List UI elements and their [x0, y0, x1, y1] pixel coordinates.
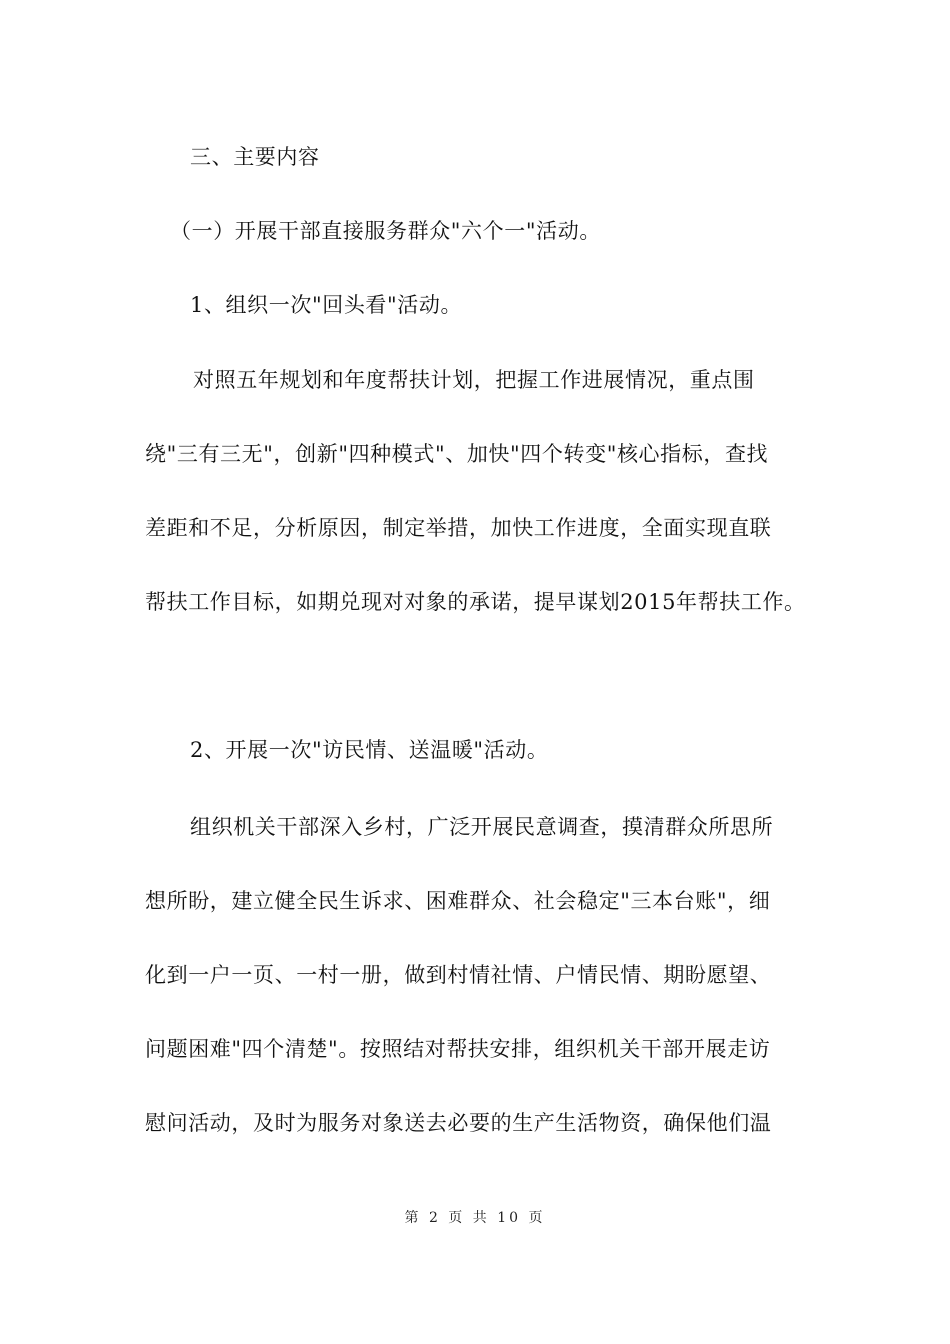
item1-paragraph-line-3: 差距和不足，分析原因，制定举措，加快工作进度，全面实现直联 — [145, 516, 772, 540]
section-heading: 三、主要内容 — [190, 145, 320, 169]
item1-paragraph-line-1: 对照五年规划和年度帮扶计划，把握工作进展情况，重点围 — [193, 368, 755, 392]
item2-paragraph-line-4: 问题困难"四个清楚"。按照结对帮扶安排，组织机关干部开展走访 — [145, 1037, 771, 1061]
item2-paragraph-line-1: 组织机关干部深入乡村，广泛开展民意调查，摸清群众所思所 — [190, 815, 774, 839]
subsection-heading: （一）开展干部直接服务群众"六个一"活动。 — [170, 219, 601, 243]
page-number-footer: 第 2 页 共 10 页 — [404, 1210, 546, 1226]
item1-heading: 1、组织一次"回头看"活动。 — [190, 293, 463, 317]
item2-heading: 2、开展一次"访民情、送温暖"活动。 — [190, 738, 549, 762]
item1-paragraph-line-4: 帮扶工作目标，如期兑现对对象的承诺，提早谋划2015年帮扶工作。 — [145, 590, 806, 614]
item2-paragraph-line-3: 化到一户一页、一村一册，做到村情社情、户情民情、期盼愿望、 — [145, 963, 772, 987]
item2-paragraph-line-2: 想所盼，建立健全民生诉求、困难群众、社会稳定"三本台账"，细 — [145, 889, 771, 913]
item2-paragraph-line-5: 慰问活动，及时为服务对象送去必要的生产生活物资，确保他们温 — [145, 1111, 772, 1135]
item1-paragraph-line-2: 绕"三有三无"，创新"四种模式"、加快"四个转变"核心指标，查找 — [145, 442, 769, 466]
